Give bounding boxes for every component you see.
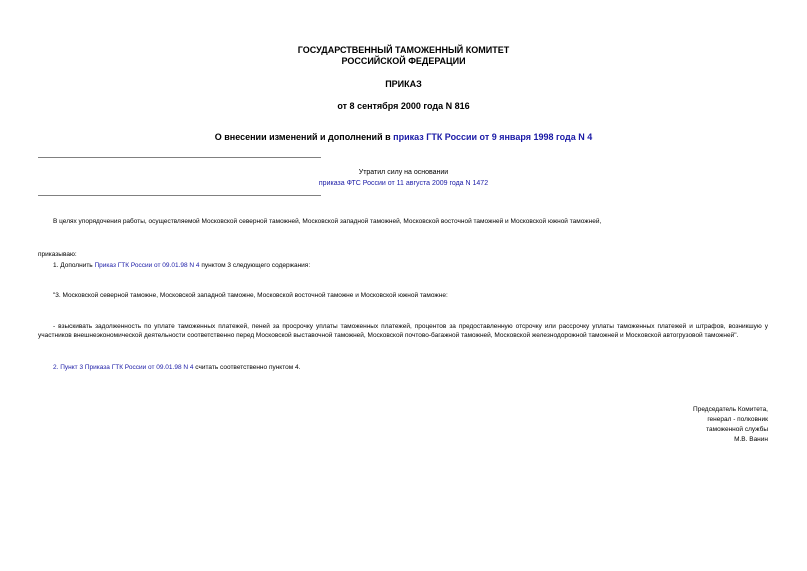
- document-subject: [0, 132, 807, 143]
- organization-name-line1: ГОСУДАРСТВЕННЫЙ ТАМОЖЕННЫЙ КОМИТЕТ: [297, 45, 510, 55]
- subject-link[interactable]: приказ ГТК России от 9 января 1998 года N 4: [393, 132, 593, 142]
- item-2: [53, 363, 300, 372]
- document-type: ПРИКАЗ: [385, 79, 422, 89]
- item-2-suffix: считать соответственно пунктом 4.: [193, 364, 301, 371]
- status-note: Утратил силу на основании: [358, 169, 449, 176]
- item-2-link[interactable]: 2. Пункт 3 Приказа ГТК России от 09.01.98 N 4: [53, 364, 194, 371]
- item-1-suffix: пунктом 3 следующего содержания:: [199, 262, 311, 269]
- divider-top: [38, 157, 321, 158]
- signature-name: М.В. Ванин: [734, 436, 768, 443]
- preamble-text: В целях упорядочения работы, осуществляемой Московской северной таможней, Московской западной таможней, Московской восточной таможней и Московской южной таможней,: [53, 218, 602, 225]
- item-1-link[interactable]: Приказ ГТК России от 09.01.98 N 4: [94, 262, 200, 269]
- item-1-prefix: 1. Дополнить: [53, 262, 95, 269]
- signature-line3: таможенной службы: [706, 426, 768, 433]
- organization-name-line2: РОССИЙСКОЙ ФЕДЕРАЦИИ: [341, 56, 466, 66]
- item-1: [53, 261, 310, 270]
- subject-prefix: О внесении изменений и дополнений в: [214, 132, 394, 142]
- status-link[interactable]: приказа ФТС России от 11 августа 2009 года N 1472: [318, 180, 489, 187]
- document-date: от 8 сентября 2000 года N 816: [337, 101, 470, 111]
- quote-body: - взыскивать задолженность по уплате таможенных платежей, пеней за просрочку уплаты таможенных платежей, процентов за предоставленную отсрочку или рассрочку уплаты таможенных платежей и штрафов, возникшую у участников внешнеэкономической деятельности соответственно перед Московской выставочной таможней, Московской почтово-багажной таможней, Московской железнодорожной таможней и Московской автогрузовой таможней".: [38, 323, 768, 339]
- quote-intro: "3. Московской северной таможне, Московской западной таможне, Московской восточной таможне и Московской южной таможне:: [53, 292, 448, 299]
- signature-line2: генерал - полковник: [707, 416, 768, 423]
- order-word: приказываю:: [38, 251, 77, 258]
- signature-line1: Председатель Комитета,: [693, 406, 768, 413]
- divider-bottom: [38, 195, 321, 196]
